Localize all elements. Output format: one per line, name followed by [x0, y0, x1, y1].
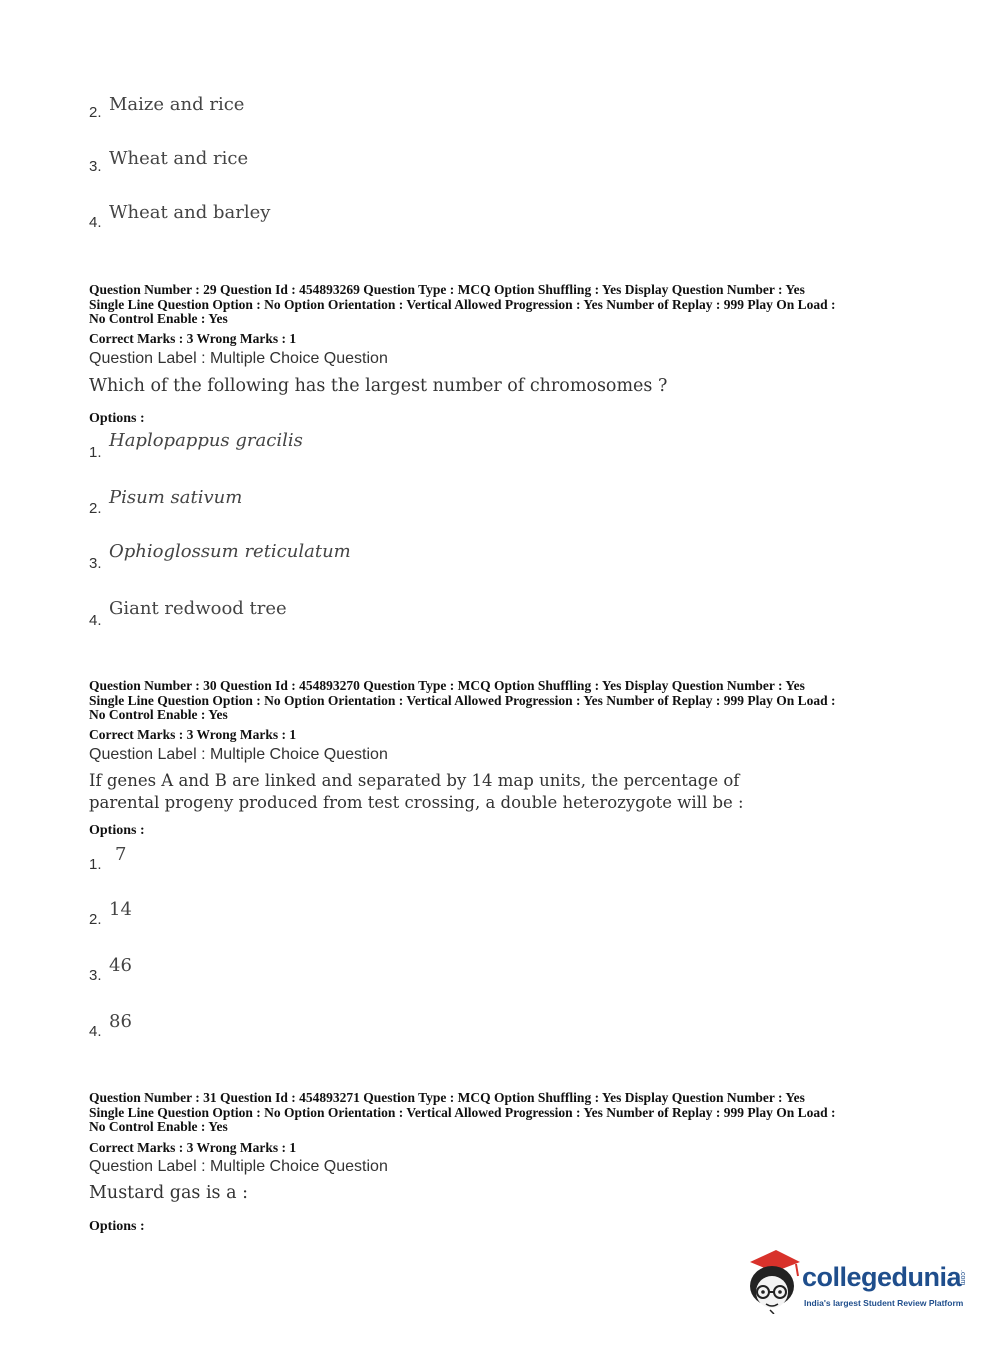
question-label: Question Label : Multiple Choice Question — [89, 746, 388, 763]
question-meta — [89, 283, 836, 327]
option-number: 3. — [89, 967, 102, 984]
option-number: 3. — [89, 555, 102, 572]
option-number: 2. — [89, 911, 102, 928]
option-number: 4. — [89, 612, 102, 629]
brand-tagline: India's largest Student Review Platform — [804, 1298, 964, 1308]
question-line: If genes A and B are linked and separated by 14 map units, the percentage of — [89, 771, 740, 790]
question-meta — [89, 1091, 836, 1135]
brand-domain: .com — [959, 1270, 966, 1286]
marks-info: Correct Marks : 3 Wrong Marks : 1 — [89, 331, 297, 346]
option-text: Ophioglossum reticulatum — [109, 541, 351, 562]
options-heading: Options : — [89, 823, 145, 838]
option-number: 3. — [89, 158, 102, 175]
collegedunia-logo — [742, 1248, 972, 1318]
question-line: parental progeny produced from test crossing, a double heterozygote will be : — [89, 793, 744, 812]
meta-line: Single Line Question Option : No Option Orientation : Vertical Allowed Progression : Yes Number of Replay : 999 Play On Load : — [89, 1104, 836, 1120]
meta-line: Single Line Question Option : No Option Orientation : Vertical Allowed Progression : Yes Number of Replay : 999 Play On Load : — [89, 296, 836, 312]
option-text: Maize and rice — [109, 94, 245, 115]
meta-line: No Control Enable : Yes — [89, 311, 228, 326]
option-number: 1. — [89, 856, 102, 873]
meta-line: Single Line Question Option : No Option Orientation : Vertical Allowed Progression : Yes Number of Replay : 999 Play On Load : — [89, 692, 836, 708]
marks-info: Correct Marks : 3 Wrong Marks : 1 — [89, 1140, 297, 1155]
question-text — [89, 770, 744, 814]
question-meta — [89, 679, 836, 723]
option-number: 4. — [89, 1023, 102, 1040]
question-text: Mustard gas is a : — [89, 1183, 248, 1203]
meta-line: No Control Enable : Yes — [89, 707, 228, 722]
meta-line: Question Number : 30 Question Id : 454893270 Question Type : MCQ Option Shuffling : Yes Display Question Number : Yes — [89, 678, 805, 693]
option-text: Giant redwood tree — [109, 598, 287, 619]
option-text: Wheat and barley — [109, 202, 271, 223]
meta-line: No Control Enable : Yes — [89, 1119, 228, 1134]
option-text: Haplopappus gracilis — [109, 430, 303, 451]
option-text: 14 — [109, 899, 132, 920]
option-number: 2. — [89, 500, 102, 517]
option-number: 2. — [89, 104, 102, 121]
meta-line: Question Number : 29 Question Id : 454893269 Question Type : MCQ Option Shuffling : Yes Display Question Number : Yes — [89, 282, 805, 297]
meta-line: Question Number : 31 Question Id : 454893271 Question Type : MCQ Option Shuffling : Yes Display Question Number : Yes — [89, 1090, 805, 1105]
marks-info: Correct Marks : 3 Wrong Marks : 1 — [89, 727, 297, 742]
option-text: Pisum sativum — [109, 487, 243, 508]
option-text: 7 — [115, 844, 127, 865]
brand-name: collegedunia — [802, 1262, 962, 1292]
options-heading: Options : — [89, 1219, 145, 1234]
options-heading: Options : — [89, 411, 145, 426]
option-text: Wheat and rice — [109, 148, 249, 169]
option-text: 46 — [109, 955, 132, 976]
option-text: 86 — [109, 1011, 132, 1032]
option-number: 4. — [89, 214, 102, 231]
question-label: Question Label : Multiple Choice Question — [89, 1158, 388, 1175]
question-label: Question Label : Multiple Choice Question — [89, 350, 388, 367]
question-text: Which of the following has the largest number of chromosomes ? — [89, 376, 668, 396]
mascot-icon — [742, 1248, 802, 1314]
option-number: 1. — [89, 444, 102, 461]
